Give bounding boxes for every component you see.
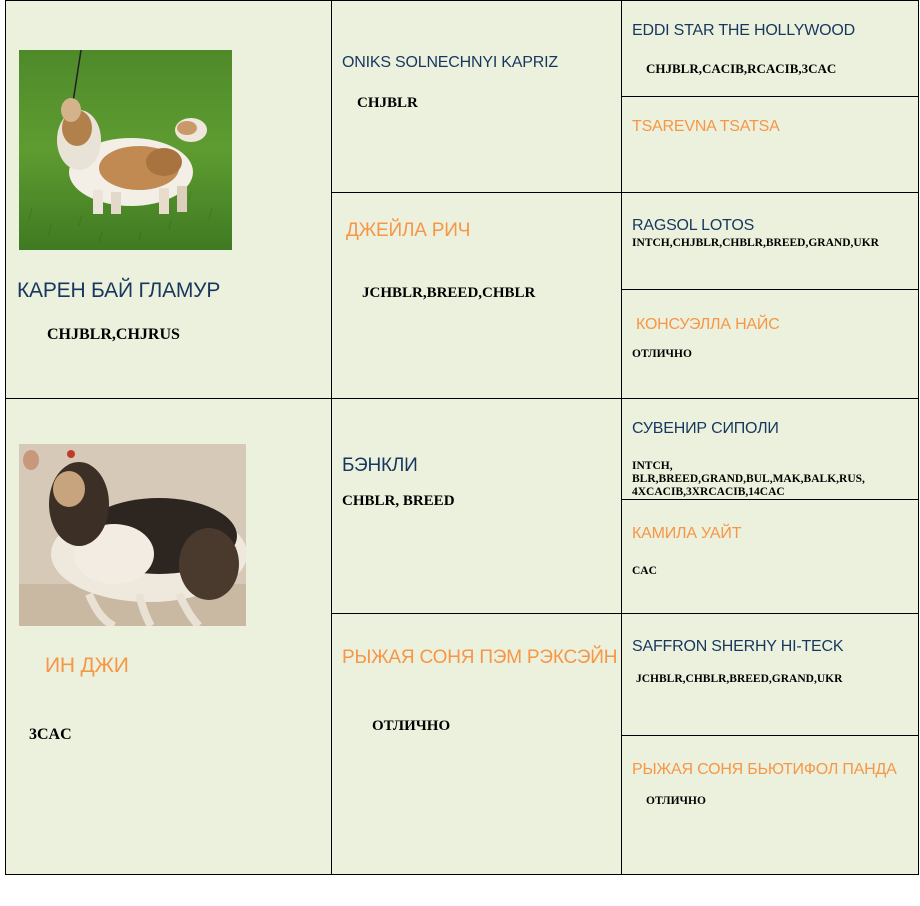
parent-4-titles: ОТЛИЧНО	[372, 718, 451, 734]
dog2-titles: 3CAC	[29, 726, 72, 743]
dog-photo-grass	[19, 50, 232, 250]
grandparent-8-name: РЫЖАЯ СОНЯ БЬЮТИФОЛ ПАНДА	[632, 761, 897, 778]
parent-2-name: ДЖЕЙЛА РИЧ	[346, 220, 471, 241]
grandparent-3-titles: INTCH,CHJBLR,CHBLR,BREED,GRAND,UKR	[632, 237, 879, 249]
parent-2-titles: JCHBLR,BREED,CHBLR	[362, 285, 536, 301]
border-bottom	[5, 874, 919, 875]
pedigree-table	[5, 0, 919, 875]
dog2-name: ИН ДЖИ	[45, 654, 129, 677]
dog1-titles: CHJBLR,CHJRUS	[47, 326, 180, 343]
grandparent-1-name: EDDI STAR THE HOLLYWOOD	[632, 22, 855, 39]
row-divider-gp-4	[621, 735, 919, 736]
border-left	[5, 0, 6, 875]
grandparent-1-titles: CHJBLR,CACIB,RCACIB,3CAC	[646, 61, 837, 76]
grandparent-3-name: RAGSOL LOTOS	[632, 217, 755, 234]
grandparent-7-name: SAFFRON SHERHY HI-TECK	[632, 638, 844, 655]
grandparent-2-name: TSAREVNA TSATSA	[632, 118, 780, 135]
parent-3-titles: CHBLR, BREED	[342, 493, 455, 509]
grandparent-8-titles: ОТЛИЧНО	[646, 795, 706, 807]
grandparent-4-titles: ОТЛИЧНО	[632, 348, 692, 360]
column-divider-1	[331, 0, 332, 875]
parent-4-name: РЫЖАЯ СОНЯ ПЭМ РЭКСЭЙН	[342, 647, 618, 668]
column-divider-2	[621, 0, 622, 875]
border-right	[918, 0, 919, 875]
parent-1-titles: CHJBLR	[357, 95, 418, 111]
row-divider-gp-1	[621, 96, 919, 97]
row-divider-gp-2	[621, 289, 919, 290]
grandparent-5-titles-line1: INTCH,	[632, 460, 673, 472]
border-top	[5, 0, 919, 1]
parent-1-name: ONIKS SOLNECHNYI KAPRIZ	[342, 54, 558, 71]
row-divider-parent-1	[331, 192, 919, 193]
grandparent-6-name: КАМИЛА УАЙТ	[632, 525, 742, 542]
dog-photo-indoor	[19, 444, 246, 626]
parent-3-name: БЭНКЛИ	[342, 455, 418, 476]
grandparent-5-titles-line2: BLR,BREED,GRAND,BUL,MAK,BALK,RUS,	[632, 473, 865, 485]
grandparent-4-name: КОНСУЭЛЛА НАЙС	[636, 316, 780, 333]
grandparent-5-name: СУВЕНИР СИПОЛИ	[632, 420, 779, 437]
grandparent-6-titles: CAC	[632, 565, 657, 577]
grandparent-7-titles: JCHBLR,CHBLR,BREED,GRAND,UKR	[636, 673, 843, 685]
dog1-name: КАРЕН БАЙ ГЛАМУР	[17, 279, 221, 302]
row-divider-main	[5, 398, 919, 399]
row-divider-gp-3	[621, 499, 919, 500]
row-divider-parent-2	[331, 613, 919, 614]
grandparent-5-titles-line3: 4XCACIB,3XRCACIB,14CAC	[632, 486, 785, 498]
